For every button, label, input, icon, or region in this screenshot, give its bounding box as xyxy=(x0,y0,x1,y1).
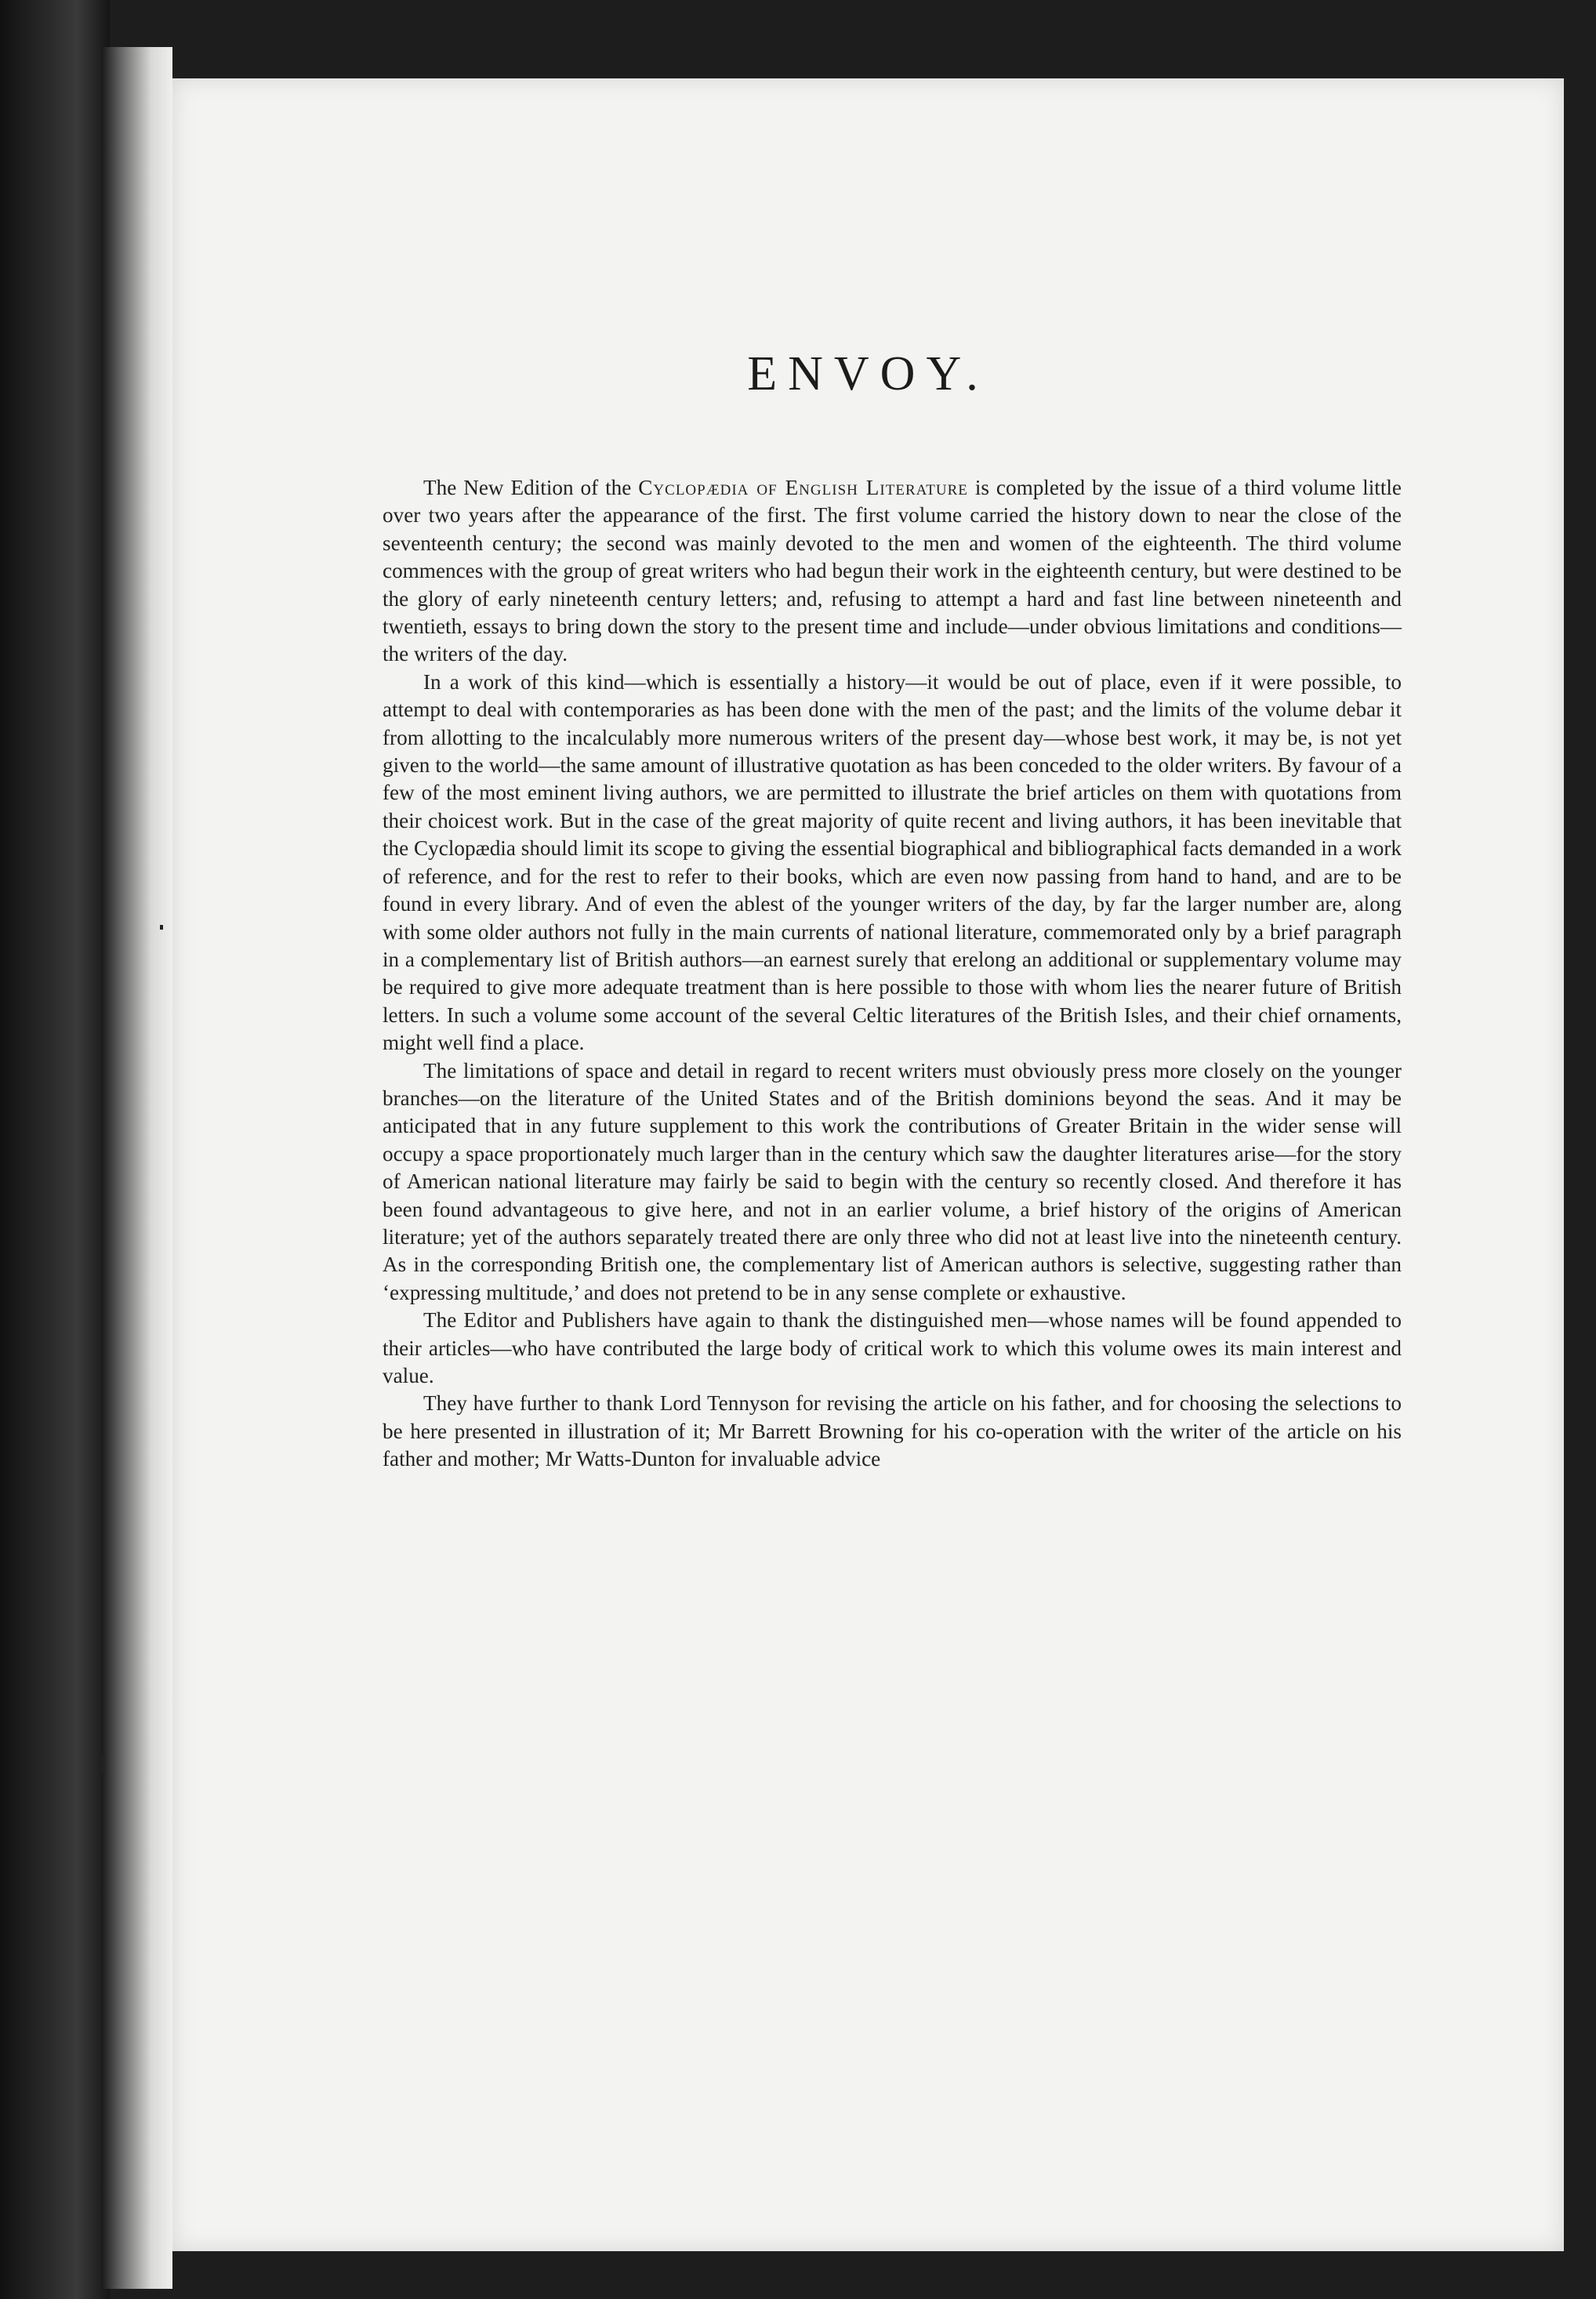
book-binding xyxy=(0,0,110,2299)
paragraph: They have further to thank Lord Tennyson for revising the article on his father, and for choosing the selections to be here presented in illustration of it; Mr Barrett Browning for his co-operation with the writer of the article on his father and mother; Mr Watts-Dunton for invaluable advice xyxy=(383,1391,1402,1471)
paragraph: The limitations of space and detail in regard to recent writers must obviously press more closely on the younger branches—on the literature of the United States and of the British dominions beyond the seas. And it may be anticipated that in any future supplement to this work the contributions of Greater Britain in the wider sense will occupy a space proportionately much larger than in the century which saw the daughter literatures arise—for the story of American national literature may fairly be said to begin with the century so recently closed. And therefore it has been found advantageous to give here, and not in an earlier volume, a brief history of the origins of American literature; yet of the authors separately treated there are only three who did not at least live into the nineteenth century. As in the corresponding British one, the complementary list of American authors is selective, suggesting rather than ‘expressing multitude,’ and does not pretend to be in any sense complete or exhaustive. xyxy=(383,1058,1402,1304)
page-title: ENVOY. xyxy=(747,346,989,401)
page-curl-edge xyxy=(102,47,172,2289)
paragraph-lead: The New Edition of the xyxy=(423,476,639,499)
paragraph-rest: is completed by the issue of a third volume little over two years after the appearance of the first. The first volume carried the history down to near the close of the seventeenth century; the second was mainly devoted to the men and women of the eighteenth. The third volume commences with the group of great writers who had begun their work in the eighteenth century, but were destined to be the glory of early nineteenth century letters; and, refusing to attempt a hard and fast line between nineteenth and twentieth, essays to bring down the story to the present time and include—under obvious limitations and conditions—the writers of the day. xyxy=(383,476,1402,666)
book-title: Cyclopædia of English Literature xyxy=(638,476,968,499)
margin-mark xyxy=(160,925,163,930)
book-page xyxy=(172,78,1564,2251)
paragraph: In a work of this kind—which is essentially a history—it would be out of place, even if it were possible, to attempt to deal with contemporaries as has been done with the men of the past; and the limits of the volume debar it from allotting to the incalculably more numerous writers of the present day—whose best work, it may be, is not yet given to the world—the same amount of illustrative quotation as has been conceded to the older writers. By favour of a few of the most eminent living authors, we are permitted to illustrate the brief articles on them with quotations from their choicest work. But in the case of the great majority of quite recent and living authors, it has been inevitable that the Cyclopædia should limit its scope to giving the essential biographical and bibliographical facts demanded in a work of reference, and for the rest to refer to their books, which are even now passing from hand to hand, and are to be found in every library. And of even the ablest of the younger writers of the day, by far the larger number are, along with some older authors not fully in the main currents of national literature, commemorated only by a brief paragraph in a complementary list of British authors—an earnest surely that erelong an additional or supplementary volume may be required to give more adequate treatment than is here possible to those with whom lies the nearer future of British letters. In such a volume some account of the several Celtic literatures of the British Isles, and their chief ornaments, might well find a place. xyxy=(383,669,1402,1055)
paragraph: The Editor and Publishers have again to thank the distinguished men—whose names will be found appended to their articles—who have contributed the large body of critical work to which this volume owes its main interest and value. xyxy=(383,1308,1402,1387)
margin-mark xyxy=(100,1756,103,1773)
paragraph xyxy=(383,474,1402,669)
body-text xyxy=(383,474,1402,1474)
